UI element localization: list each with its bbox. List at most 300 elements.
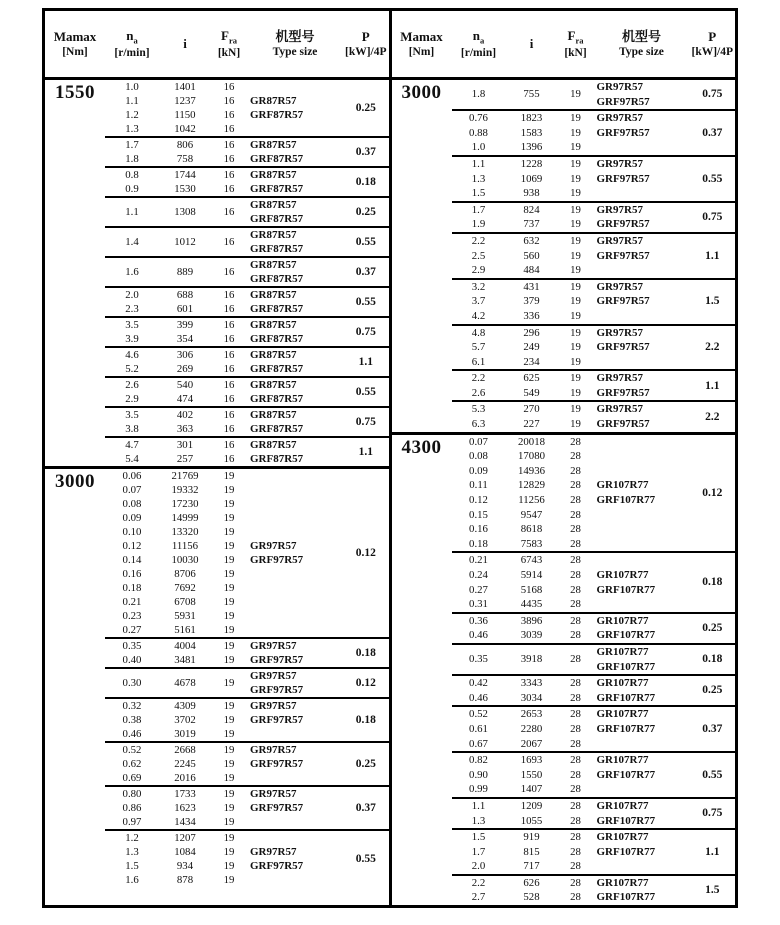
ratio-value: 306 (176, 349, 194, 361)
type-size-cell (594, 859, 690, 874)
fra-value: 16 (223, 183, 235, 195)
fra-value: 19 (223, 610, 235, 622)
type-size-cell (247, 302, 343, 316)
power-value: 0.25 (355, 102, 376, 114)
na-value: 0.11 (469, 479, 488, 492)
mamax-value: 1550 (55, 82, 95, 103)
spec-group (105, 166, 389, 196)
spec-group (452, 612, 736, 643)
mamax-cell (392, 80, 452, 432)
section-3000 (45, 466, 389, 887)
ratio-value: 8618 (520, 523, 543, 536)
type-size-cell (247, 228, 343, 256)
ratio-value: 270 (523, 403, 540, 416)
ratio-value: 1396 (520, 141, 543, 154)
type-size-cell (247, 653, 343, 667)
na-value: 0.08 (122, 498, 142, 510)
fra-value: 28 (570, 554, 581, 567)
mamax-value: 4300 (401, 436, 442, 458)
header-na-label: n (472, 27, 480, 43)
power-value: 0.12 (702, 486, 723, 499)
power-value: 0.55 (355, 236, 376, 248)
type-size-cell (247, 757, 343, 771)
spec-group (452, 751, 736, 797)
na-value: 0.30 (122, 677, 142, 689)
header-na-unit: [r/min] (460, 46, 497, 59)
na-value: 0.36 (469, 614, 488, 627)
na-value: 1.3 (125, 123, 139, 135)
type-size-cell (594, 326, 690, 341)
na-value: 1.3 (125, 846, 139, 858)
type-size-value: GRF107R77 (596, 814, 656, 827)
ratio-value: 1407 (520, 783, 543, 796)
ratio-value: 717 (523, 860, 540, 873)
ratio-value: 301 (176, 439, 194, 451)
left-sections (45, 80, 389, 887)
fra-value: 28 (570, 814, 581, 827)
type-size-value: GR87R57 (250, 95, 297, 107)
fra-value: 28 (570, 783, 581, 796)
type-size-cell (247, 511, 343, 525)
power-value: 1.1 (358, 446, 373, 458)
type-size-value: GRF107R77 (596, 722, 656, 735)
type-size-value: GRF107R77 (596, 845, 656, 858)
na-value: 0.42 (469, 677, 488, 690)
fra-value: 28 (570, 464, 581, 477)
na-value: 0.69 (122, 772, 142, 784)
na-value: 6.3 (471, 418, 486, 431)
type-size-cell (594, 234, 690, 249)
fra-value: 19 (223, 512, 235, 524)
type-size-value: GR97R57 (250, 640, 297, 652)
type-size-value: GR87R57 (250, 289, 297, 301)
na-value: 1.1 (471, 799, 486, 812)
fra-value: 16 (223, 81, 235, 93)
power-value: 0.75 (702, 211, 723, 224)
power-value: 0.37 (702, 126, 723, 139)
na-value: 0.9 (125, 183, 139, 195)
right-sections (392, 80, 736, 905)
type-size-cell (247, 669, 343, 697)
type-size-cell (594, 645, 690, 674)
fra-value: 19 (570, 234, 581, 247)
type-size-cell (594, 768, 690, 783)
na-value: 1.7 (471, 845, 486, 858)
type-size-value: GR107R77 (596, 614, 649, 627)
na-value: 1.1 (125, 206, 139, 218)
na-value: 0.09 (122, 512, 142, 524)
type-size-value: GR87R57 (250, 409, 297, 421)
power-value: 0.55 (355, 386, 376, 398)
na-value: 3.9 (125, 333, 139, 345)
fra-value: 28 (570, 737, 581, 750)
type-size-value: GRF107R77 (596, 660, 656, 673)
power-value: 0.37 (702, 722, 723, 735)
na-value: 1.8 (471, 88, 486, 101)
na-value: 0.18 (469, 537, 488, 550)
fra-value: 28 (570, 569, 581, 581)
spec-group (105, 667, 389, 697)
type-size-cell (247, 727, 343, 741)
spec-group (105, 286, 389, 316)
na-value: 5.3 (471, 403, 486, 416)
fra-value: 28 (570, 860, 581, 873)
fra-value: 28 (570, 799, 581, 812)
type-size-cell (247, 553, 343, 567)
na-value: 0.23 (122, 610, 142, 622)
type-size-value: GRF87R57 (250, 423, 304, 435)
type-size-cell (594, 371, 690, 386)
ratio-value: 540 (176, 379, 194, 391)
ratio-value: 560 (523, 249, 540, 262)
fra-value: 16 (223, 439, 235, 451)
type-size-cell (594, 876, 690, 891)
ratio-value: 6743 (520, 554, 543, 567)
na-value: 1.7 (125, 139, 139, 151)
na-value: 0.35 (469, 653, 488, 666)
spec-group (105, 697, 389, 741)
type-size-cell (594, 614, 690, 629)
spec-group (452, 435, 736, 552)
type-size-cell (594, 294, 690, 309)
fra-value: 19 (223, 788, 235, 800)
na-value: 0.18 (122, 582, 142, 594)
na-value: 0.08 (469, 450, 488, 463)
fra-value: 19 (223, 484, 235, 496)
ratio-value: 11256 (518, 494, 545, 507)
fra-value: 19 (223, 802, 235, 814)
na-value: 2.0 (471, 860, 486, 873)
type-size-value: GR97R57 (596, 81, 643, 93)
fra-value: 19 (223, 540, 235, 552)
header-mamax (392, 29, 452, 60)
type-size-cell (247, 94, 343, 108)
type-size-cell (594, 140, 690, 155)
ratio-value: 737 (523, 218, 540, 231)
ratio-value: 1012 (174, 236, 196, 248)
ratio-value: 17230 (171, 498, 199, 510)
ratio-value: 938 (523, 187, 540, 200)
power-value: 0.75 (355, 326, 376, 338)
spec-group (105, 256, 389, 286)
ratio-value: 7583 (520, 537, 543, 550)
ratio-value: 7692 (174, 582, 196, 594)
type-size-cell (594, 753, 690, 768)
na-value: 2.2 (471, 372, 486, 385)
type-size-value: GR107R77 (596, 677, 649, 690)
section-3000 (392, 80, 736, 432)
type-size-cell (594, 263, 690, 278)
header-mamax-unit: [Nm] (62, 45, 88, 58)
type-size-value: GR107R77 (596, 799, 649, 812)
spec-group (452, 369, 736, 400)
na-value: 1.0 (471, 141, 486, 154)
type-size-cell (594, 691, 690, 706)
ratio-value: 5168 (520, 583, 543, 596)
fra-value: 19 (570, 341, 581, 354)
type-size-cell (247, 332, 343, 346)
type-size-cell (594, 553, 690, 568)
na-value: 2.3 (125, 303, 139, 315)
na-value: 4.7 (125, 439, 139, 451)
na-value: 0.06 (122, 470, 142, 482)
na-value: 0.07 (469, 435, 488, 448)
section-groups (105, 469, 389, 887)
header-ratio-label: i (183, 35, 187, 51)
type-size-value: GRF87R57 (250, 243, 304, 255)
power-value: 0.12 (355, 677, 376, 689)
ratio-value: 601 (176, 303, 194, 315)
fra-value: 16 (223, 363, 235, 375)
fra-value: 28 (570, 677, 581, 690)
type-size-cell (594, 583, 690, 598)
fra-value: 16 (223, 453, 235, 465)
mamax-value: 3000 (55, 471, 95, 492)
ratio-value: 3702 (174, 714, 196, 726)
header-ratio (159, 36, 211, 52)
fra-value: 16 (223, 153, 235, 165)
type-size-value: GRF97R57 (596, 95, 650, 108)
na-value: 0.09 (469, 464, 488, 477)
type-size-cell (247, 80, 343, 94)
na-value: 3.7 (471, 295, 486, 308)
fra-value: 16 (223, 393, 235, 405)
fra-value: 19 (223, 677, 235, 689)
header-fra-label: F (221, 27, 229, 43)
fra-value: 19 (570, 126, 581, 139)
type-size-cell (594, 478, 690, 493)
type-size-cell (247, 581, 343, 595)
type-size-cell (247, 497, 343, 511)
header-power-label: P (361, 28, 370, 44)
na-value: 1.3 (471, 172, 486, 185)
type-size-value: GRF87R57 (250, 303, 304, 315)
spec-group (105, 316, 389, 346)
power-value: 1.1 (705, 379, 720, 392)
fra-value: 19 (570, 355, 581, 368)
ratio-value: 296 (523, 326, 540, 339)
fra-value: 28 (570, 435, 581, 448)
power-value: 0.75 (702, 807, 723, 820)
type-size-cell (247, 845, 343, 859)
type-size-cell (247, 469, 343, 483)
fra-value: 16 (223, 236, 235, 248)
spec-group (452, 705, 736, 751)
ratio-value: 6708 (174, 596, 196, 608)
type-size-value: GR87R57 (250, 139, 297, 151)
ratio-value: 3019 (174, 728, 196, 740)
type-size-value: GRF107R77 (596, 494, 656, 507)
type-size-cell (247, 639, 343, 653)
spec-group (452, 278, 736, 324)
na-value: 2.0 (125, 289, 139, 301)
spec-group (105, 469, 389, 637)
type-size-cell (247, 182, 343, 196)
na-value: 0.14 (122, 554, 142, 566)
header-na (105, 28, 159, 61)
type-size-value: GR107R77 (596, 831, 649, 844)
type-size-cell (247, 595, 343, 609)
section-groups (105, 80, 389, 466)
spec-group (105, 829, 389, 887)
power-value: 0.55 (702, 172, 723, 185)
na-value: 0.67 (469, 737, 488, 750)
spec-group (105, 80, 389, 136)
spec-group (105, 741, 389, 785)
type-size-value: GRF97R57 (250, 684, 304, 696)
fra-value: 19 (223, 640, 235, 652)
ratio-value: 10030 (171, 554, 199, 566)
header-na-unit: [r/min] (114, 46, 150, 59)
ratio-value: 878 (176, 874, 194, 886)
fra-value: 28 (570, 494, 581, 507)
type-size-value: GR97R57 (596, 280, 643, 293)
type-size-cell (247, 801, 343, 815)
na-value: 0.21 (469, 554, 488, 567)
na-value: 1.5 (471, 187, 486, 200)
ratio-value: 484 (523, 264, 540, 277)
type-size-cell (247, 623, 343, 637)
fra-value: 28 (570, 845, 581, 858)
fra-value: 19 (570, 403, 581, 416)
ratio-value: 632 (523, 234, 540, 247)
na-value: 0.90 (469, 768, 488, 781)
type-size-cell (247, 567, 343, 581)
ratio-value: 1237 (174, 95, 196, 107)
fra-value: 19 (223, 744, 235, 756)
na-value: 2.5 (471, 249, 486, 262)
na-value: 2.9 (471, 264, 486, 277)
spec-group (452, 80, 736, 109)
type-size-value: GR97R57 (596, 157, 643, 170)
power-value: 0.55 (355, 853, 376, 865)
type-size-cell (594, 355, 690, 370)
na-value: 3.5 (125, 319, 139, 331)
table-header-left (45, 11, 389, 80)
fra-value: 19 (570, 264, 581, 277)
na-value: 0.32 (122, 700, 142, 712)
type-size-value: GRF107R77 (596, 691, 656, 704)
na-value: 1.5 (471, 831, 486, 844)
type-size-cell (594, 493, 690, 508)
type-size-cell (594, 676, 690, 691)
fra-value: 19 (223, 654, 235, 666)
na-value: 0.46 (122, 728, 142, 740)
type-size-value: GR97R57 (250, 846, 297, 858)
ratio-value: 1733 (174, 788, 196, 800)
type-size-value: GR107R77 (596, 708, 649, 721)
type-size-value: GRF87R57 (250, 153, 304, 165)
power-value: 0.18 (355, 176, 376, 188)
spec-group (105, 226, 389, 256)
ratio-value: 815 (523, 845, 540, 858)
spec-group (105, 376, 389, 406)
fra-value: 16 (223, 423, 235, 435)
header-na-subscript: a (479, 35, 485, 46)
na-value: 0.61 (469, 722, 488, 735)
fra-value: 16 (223, 169, 235, 181)
type-size-cell (594, 799, 690, 814)
ratio-value: 257 (176, 453, 194, 465)
ratio-value: 806 (176, 139, 194, 151)
spec-group (452, 551, 736, 611)
fra-value: 28 (570, 614, 581, 627)
spec-group (452, 324, 736, 370)
type-size-cell (594, 340, 690, 355)
na-value: 0.88 (469, 126, 488, 139)
na-value: 2.2 (471, 876, 486, 889)
header-power (690, 29, 736, 60)
type-size-cell (247, 348, 343, 362)
fra-value: 19 (223, 772, 235, 784)
fra-value: 19 (223, 816, 235, 828)
type-size-value: GRF97R57 (596, 418, 650, 431)
type-size-cell (247, 609, 343, 623)
header-fra-label: F (567, 27, 576, 43)
ratio-value: 402 (176, 409, 194, 421)
ratio-value: 1069 (520, 172, 543, 185)
spec-group (105, 196, 389, 226)
fra-value: 16 (223, 319, 235, 331)
spec-group (452, 797, 736, 828)
ratio-value: 528 (523, 891, 540, 904)
fra-value: 19 (223, 470, 235, 482)
type-size-cell (594, 890, 690, 905)
na-value: 5.7 (471, 341, 486, 354)
type-size-cell (594, 845, 690, 860)
type-size-value: GRF87R57 (250, 393, 304, 405)
type-size-cell (247, 108, 343, 122)
power-value: 0.55 (355, 296, 376, 308)
fra-value: 19 (223, 568, 235, 580)
power-value: 0.18 (355, 647, 376, 659)
na-value: 0.52 (122, 744, 142, 756)
header-type-size-cn: 机型号 (275, 28, 315, 44)
type-size-cell (594, 449, 690, 464)
type-size-cell (594, 172, 690, 187)
type-size-cell (247, 168, 343, 182)
section-groups (452, 80, 736, 432)
type-size-cell (247, 815, 343, 829)
type-size-value: GRF97R57 (250, 554, 304, 566)
header-power-unit: [kW]/4P (691, 45, 734, 58)
type-size-value: GRF87R57 (250, 453, 304, 465)
spec-group (452, 828, 736, 874)
power-value: 1.5 (705, 295, 720, 308)
header-na-subscript: a (133, 35, 138, 46)
section-1550 (45, 80, 389, 466)
ratio-value: 758 (176, 153, 194, 165)
ratio-value: 2668 (174, 744, 196, 756)
type-size-cell (594, 309, 690, 324)
ratio-value: 1308 (174, 206, 196, 218)
na-value: 0.15 (469, 508, 488, 521)
header-type-size (247, 29, 343, 60)
type-size-value: GRF87R57 (250, 183, 304, 195)
fra-value: 19 (570, 187, 581, 200)
type-size-cell (594, 249, 690, 264)
ratio-value: 269 (176, 363, 194, 375)
na-value: 0.8 (125, 169, 139, 181)
type-size-value: GRF87R57 (250, 109, 304, 121)
na-value: 2.6 (471, 386, 486, 399)
na-value: 0.12 (122, 540, 142, 552)
ratio-value: 363 (176, 423, 194, 435)
type-size-value: GR97R57 (250, 744, 297, 756)
na-value: 1.7 (471, 203, 486, 216)
ratio-value: 1693 (520, 754, 543, 767)
spec-group (452, 874, 736, 905)
